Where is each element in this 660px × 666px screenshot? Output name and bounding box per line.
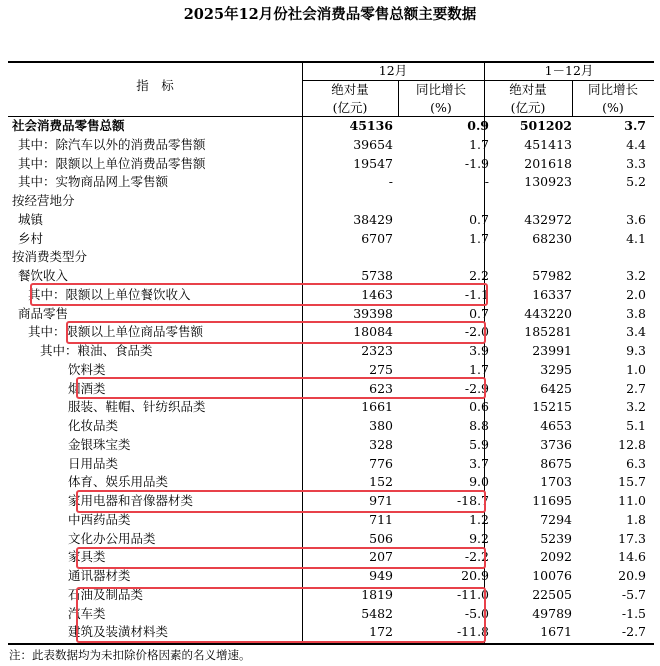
highlight-tobacco-alcohol	[76, 377, 486, 399]
month-yoy-growth: -18.7	[456, 493, 489, 508]
month-absolute-value: 45136	[349, 118, 393, 133]
ytd-absolute-value: 3295	[540, 361, 572, 377]
table-row	[8, 417, 654, 436]
month-absolute-value: 275	[369, 361, 393, 377]
row-indicator-name: 建筑及装潢材料类	[68, 624, 169, 640]
row-indicator-name: 日用品类	[68, 455, 119, 471]
row-indicator-name: 金银珠宝类	[68, 436, 131, 452]
table-row	[8, 211, 654, 230]
ytd-yoy-growth: 12.8	[618, 436, 646, 452]
month-yoy-growth: 1.2	[469, 511, 489, 527]
month-yoy-growth: 1.7	[469, 230, 489, 246]
ytd-absolute-value: 451413	[524, 136, 572, 152]
ytd-yoy-growth: 3.2	[626, 399, 646, 415]
ytd-absolute-value: 130923	[524, 174, 572, 190]
month-yoy-growth: 3.9	[469, 343, 489, 358]
ytd-absolute-value: 7294	[540, 511, 572, 527]
row-indicator-name: 饮料类	[68, 361, 106, 377]
row-indicator-name: 服装、鞋帽、针纺织品类	[68, 399, 206, 415]
month-yoy-growth: -1.9	[464, 155, 489, 171]
ytd-yoy-growth: -5.7	[621, 586, 646, 602]
table-row	[8, 455, 654, 474]
ytd-absolute-value: 432972	[524, 211, 572, 227]
month-absolute-value: 6707	[361, 230, 393, 246]
ytd-yoy-growth: 3.2	[626, 268, 646, 283]
month-yoy-growth: -1.1	[464, 286, 489, 302]
month-absolute-value: 971	[369, 493, 393, 508]
highlight-furniture	[76, 547, 486, 569]
month-absolute-value: 1819	[361, 586, 393, 602]
month-yoy-growth: 9.2	[469, 530, 489, 546]
highlight-appliances	[76, 490, 486, 513]
ytd-yoy-growth: 5.2	[626, 174, 646, 190]
header-ytd-group: 1－12月	[544, 63, 594, 78]
ytd-yoy-growth: 5.1	[626, 418, 646, 433]
row-indicator-name: 石油及制品类	[68, 586, 144, 602]
table-row	[8, 117, 654, 136]
ytd-absolute-value: 1703	[540, 474, 572, 490]
row-indicator-name: 乡村	[18, 230, 44, 246]
ytd-absolute-value: 5239	[540, 530, 572, 546]
row-indicator-name: 按消费类型分	[12, 249, 88, 265]
month-yoy-growth: 9.0	[469, 474, 489, 490]
month-absolute-value: 172	[369, 624, 393, 640]
table-row	[8, 342, 654, 361]
row-indicator-name: 文化办公用品类	[68, 530, 156, 546]
header-ytd-abs: 绝对量 (亿元)	[509, 82, 547, 115]
month-absolute-value: 506	[369, 530, 393, 546]
month-yoy-growth: 0.7	[469, 211, 489, 227]
ytd-yoy-growth: 14.6	[618, 549, 646, 565]
month-absolute-value: 1661	[361, 399, 393, 415]
row-indicator-name: 其中：实物商品网上零售额	[18, 174, 169, 190]
month-yoy-growth: 1.7	[469, 136, 489, 152]
month-absolute-value: -	[388, 174, 393, 190]
ytd-yoy-growth: 3.4	[626, 324, 646, 340]
ytd-yoy-growth: 11.0	[618, 493, 646, 508]
month-yoy-growth: 0.9	[467, 118, 489, 133]
row-indicator-name: 其中：限额以上单位餐饮收入	[28, 286, 191, 302]
ytd-yoy-growth: -2.7	[621, 624, 646, 640]
row-indicator-name: 社会消费品零售总额	[12, 118, 125, 133]
row-indicator-name: 其中：限额以上单位消费品零售额	[18, 155, 206, 171]
month-yoy-growth: 0.6	[469, 399, 489, 415]
ytd-absolute-value: 15215	[532, 399, 572, 415]
month-absolute-value: 328	[369, 436, 393, 452]
table-row	[8, 136, 654, 155]
ytd-yoy-growth: 3.8	[626, 305, 646, 321]
month-absolute-value: 19547	[353, 155, 393, 171]
retail-sales-table	[8, 61, 654, 644]
page-title: 2025年12月份社会消费品零售总额主要数据	[183, 6, 477, 23]
row-indicator-name: 通讯器材类	[68, 568, 131, 583]
table-row	[8, 230, 654, 249]
ytd-yoy-growth: 20.9	[618, 568, 646, 583]
month-absolute-value: 39654	[353, 136, 393, 152]
row-indicator-name: 汽车类	[68, 605, 106, 621]
month-absolute-value: 38429	[353, 211, 393, 227]
ytd-absolute-value: 201618	[524, 155, 572, 171]
row-indicator-name: 餐饮收入	[18, 268, 69, 283]
month-absolute-value: 207	[369, 549, 393, 565]
ytd-absolute-value: 16337	[532, 286, 572, 302]
row-indicator-name: 其中：限额以上单位商品零售额	[28, 324, 204, 340]
table-row	[8, 398, 654, 417]
month-absolute-value: 949	[369, 568, 393, 583]
highlight-catering-above-quota	[30, 283, 488, 306]
header-month-abs: 绝对量 (亿元)	[331, 82, 369, 115]
ytd-absolute-value: 8675	[540, 455, 572, 471]
ytd-yoy-growth: 3.3	[626, 155, 646, 171]
header-month-group: 12月	[378, 63, 408, 78]
ytd-yoy-growth: 4.4	[626, 136, 646, 152]
row-indicator-name: 烟酒类	[68, 380, 106, 396]
row-indicator-name: 化妆品类	[68, 418, 119, 433]
month-yoy-growth: -11.8	[456, 624, 489, 640]
ytd-yoy-growth: 6.3	[626, 455, 646, 471]
ytd-absolute-value: 11695	[532, 493, 572, 508]
ytd-absolute-value: 4653	[540, 418, 572, 433]
footnote: 注：此表数据均为未扣除价格因素的名义增速。	[9, 648, 251, 662]
table-row	[8, 192, 654, 211]
month-yoy-growth: 0.7	[469, 305, 489, 321]
row-indicator-name: 按经营地分	[12, 193, 75, 208]
ytd-yoy-growth: 2.7	[626, 380, 646, 396]
month-yoy-growth: 8.8	[469, 418, 489, 433]
month-absolute-value: 1463	[361, 286, 393, 302]
ytd-yoy-growth: 3.6	[626, 211, 646, 227]
month-yoy-growth: -2.2	[464, 549, 489, 565]
row-indicator-name: 其中：除汽车以外的消费品零售额	[18, 136, 206, 152]
month-absolute-value: 776	[369, 455, 393, 471]
month-yoy-growth: 5.9	[469, 436, 489, 452]
month-yoy-growth: -	[484, 174, 489, 190]
ytd-yoy-growth: -1.5	[621, 605, 646, 621]
table-row	[8, 173, 654, 192]
table-row	[8, 567, 654, 586]
ytd-absolute-value: 1671	[540, 624, 572, 640]
ytd-yoy-growth: 3.7	[624, 118, 646, 133]
header-ytd-yoy: 同比增长 (%)	[587, 82, 638, 115]
month-yoy-growth: 2.2	[469, 268, 489, 283]
ytd-yoy-growth: 4.1	[626, 230, 646, 246]
row-indicator-name: 商品零售	[18, 305, 69, 321]
ytd-absolute-value: 3736	[540, 436, 572, 452]
month-absolute-value: 711	[369, 511, 393, 527]
table-row	[8, 436, 654, 455]
table-row	[8, 155, 654, 174]
ytd-absolute-value: 68230	[532, 230, 572, 246]
ytd-absolute-value: 57982	[532, 268, 572, 283]
ytd-yoy-growth: 1.0	[626, 361, 646, 377]
header-month-yoy: 同比增长 (%)	[415, 82, 466, 115]
ytd-absolute-value: 501202	[519, 118, 572, 133]
ytd-absolute-value: 443220	[524, 305, 572, 321]
month-absolute-value: 152	[369, 474, 393, 490]
month-yoy-growth: 1.7	[469, 361, 489, 377]
month-yoy-growth: 20.9	[461, 568, 489, 583]
ytd-absolute-value: 185281	[524, 324, 572, 340]
table-bottom-rule	[8, 643, 654, 645]
month-yoy-growth: -11.0	[456, 586, 489, 602]
month-absolute-value: 39398	[353, 305, 393, 321]
row-indicator-name: 家具类	[68, 549, 106, 565]
month-absolute-value: 18084	[353, 324, 393, 340]
month-absolute-value: 5738	[361, 268, 393, 283]
ytd-absolute-value: 2092	[540, 549, 572, 565]
month-yoy-growth: -5.0	[464, 605, 489, 621]
header-indicator: 指 标	[136, 78, 174, 93]
table-row	[8, 511, 654, 530]
ytd-yoy-growth: 1.8	[626, 511, 646, 527]
row-indicator-name: 城镇	[18, 211, 44, 227]
month-absolute-value: 380	[369, 418, 393, 433]
month-yoy-growth: -2.0	[464, 324, 489, 340]
ytd-yoy-growth: 15.7	[618, 474, 646, 490]
ytd-absolute-value: 49789	[532, 605, 572, 621]
highlight-goods-above-quota	[66, 321, 486, 344]
row-indicator-name: 体育、娱乐用品类	[68, 474, 169, 490]
month-absolute-value: 2323	[361, 343, 393, 358]
ytd-yoy-growth: 9.3	[626, 343, 646, 358]
row-indicator-name: 其中：粮油、食品类	[40, 343, 153, 358]
highlight-oil-auto-building	[76, 587, 486, 643]
ytd-absolute-value: 10076	[532, 568, 572, 583]
month-absolute-value: 623	[369, 380, 393, 396]
ytd-absolute-value: 23991	[532, 343, 572, 358]
ytd-yoy-growth: 2.0	[626, 286, 646, 302]
row-indicator-name: 家用电器和音像器材类	[68, 493, 194, 508]
table-row	[8, 530, 654, 549]
row-indicator-name: 中西药品类	[68, 511, 131, 527]
table-row	[8, 248, 654, 267]
ytd-absolute-value: 6425	[540, 380, 572, 396]
month-yoy-growth: 3.7	[469, 455, 489, 471]
month-absolute-value: 5482	[361, 605, 393, 621]
ytd-yoy-growth: 17.3	[618, 530, 646, 546]
month-yoy-growth: -2.9	[464, 380, 489, 396]
ytd-absolute-value: 22505	[532, 586, 572, 602]
